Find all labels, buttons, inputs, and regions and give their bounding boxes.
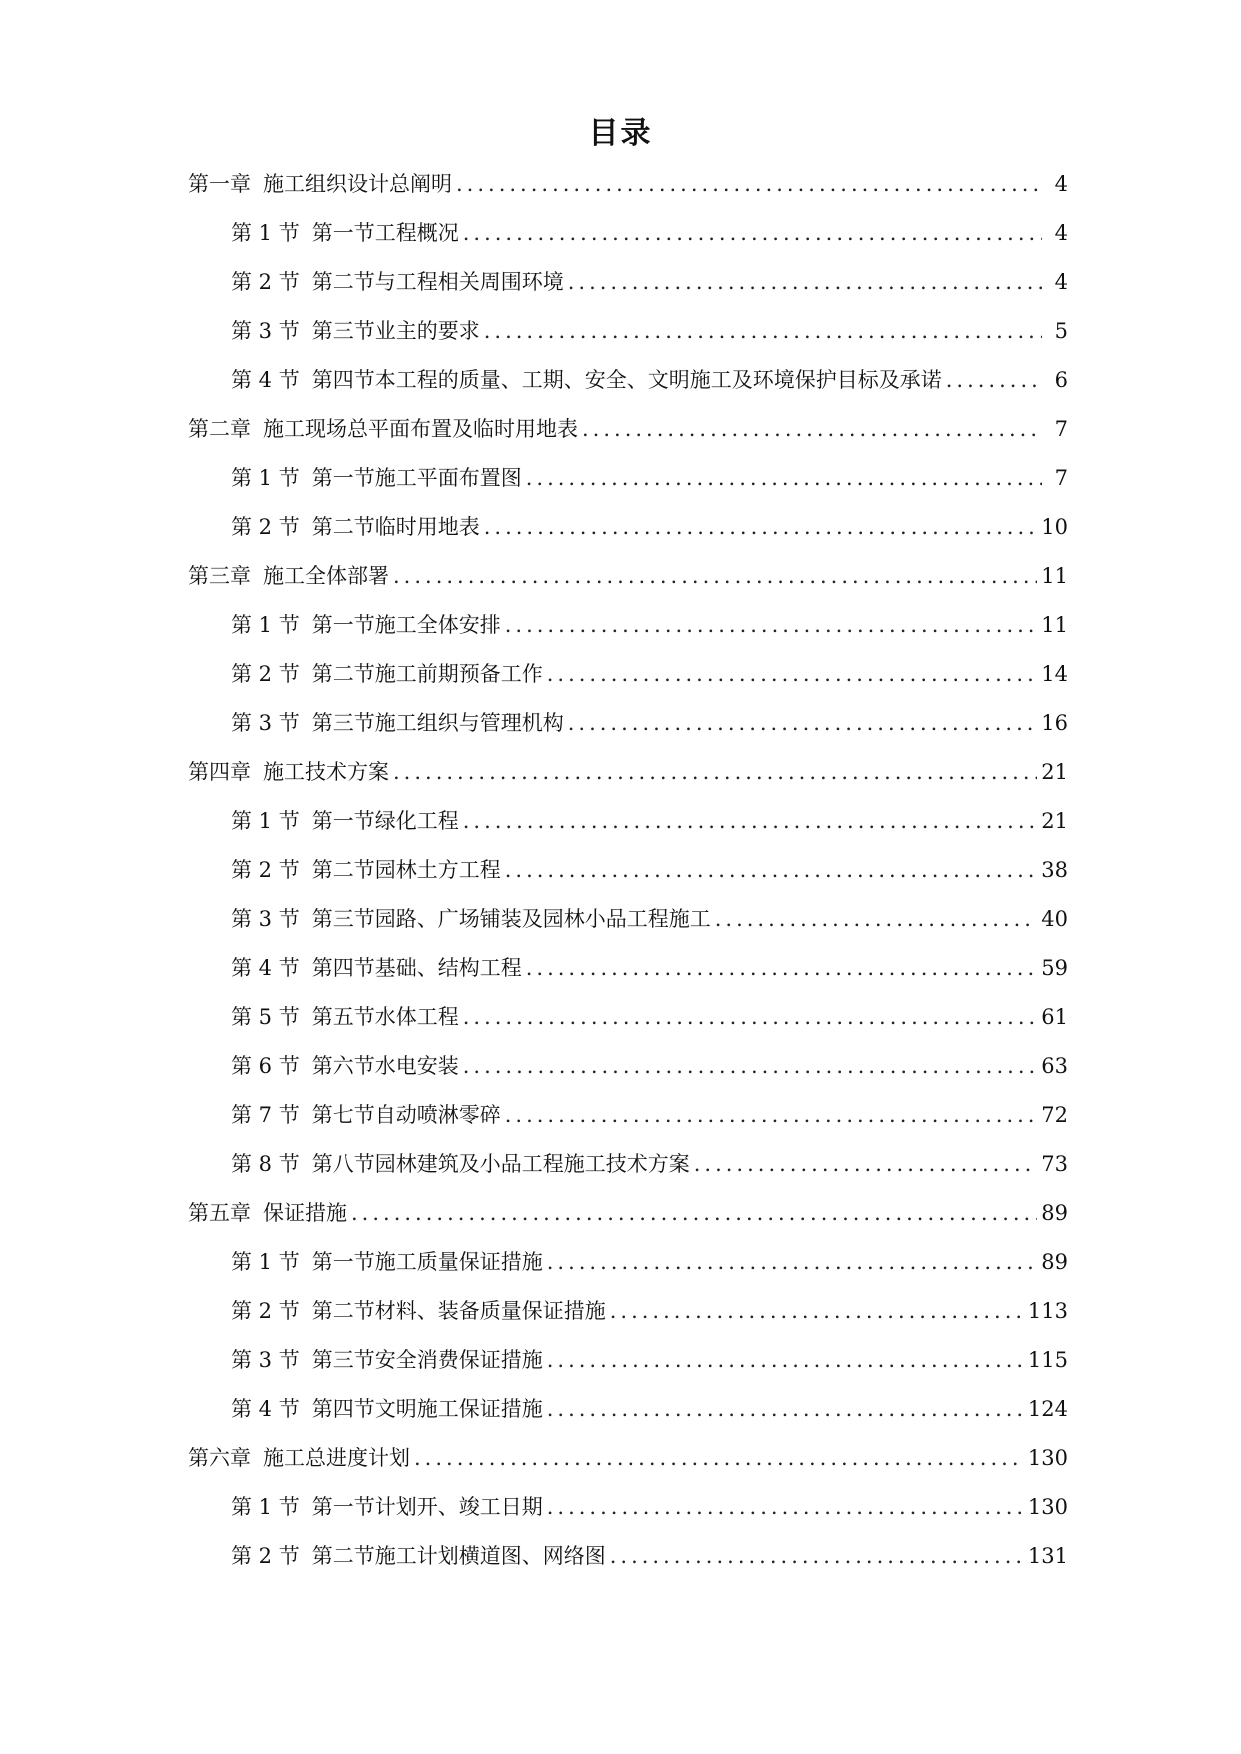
toc-entry-label (231, 503, 480, 552)
toc-page-number: 59 (1041, 956, 1068, 980)
toc-dot-leader (715, 895, 1038, 944)
toc-chapter-entry[interactable] (188, 1434, 1068, 1483)
toc-entry-number: 第 1 节 (231, 809, 300, 833)
toc-entry-title: 第二节施工计划横道图、网络图 (311, 1544, 606, 1568)
toc-entry-number: 第 4 节 (231, 956, 300, 980)
toc-section-entry[interactable] (188, 1140, 1068, 1189)
toc-page-number: 7 (1054, 466, 1068, 490)
toc-entry-number: 第 2 节 (231, 1544, 300, 1568)
toc-dot-leader (526, 454, 1042, 503)
toc-entry-title: 第二节与工程相关周围环境 (311, 270, 564, 294)
toc-dot-leader (414, 1434, 1024, 1483)
toc-entry-label (231, 209, 459, 258)
toc-entry-number: 第四章 (188, 760, 251, 784)
toc-dot-leader (547, 650, 1038, 699)
toc-page-number: 38 (1041, 858, 1068, 882)
toc-entry-title: 第一节施工全体安排 (311, 613, 501, 637)
toc-dot-leader (547, 1483, 1024, 1532)
toc-entry-title: 施工现场总平面布置及临时用地表 (263, 417, 578, 441)
toc-dot-leader (351, 1189, 1037, 1238)
toc-dot-leader (393, 748, 1037, 797)
toc-entry-label (188, 552, 389, 601)
toc-dot-leader (946, 356, 1042, 405)
toc-entry-number: 第 1 节 (231, 613, 300, 637)
toc-entry-title: 第八节园林建筑及小品工程施工技术方案 (311, 1152, 690, 1176)
toc-page-number: 130 (1027, 1446, 1068, 1470)
toc-section-entry[interactable] (188, 307, 1068, 356)
toc-entry-label (231, 356, 942, 405)
toc-section-entry[interactable] (188, 797, 1068, 846)
page-title: 目录 (588, 116, 653, 151)
toc-page-number: 63 (1041, 1054, 1068, 1078)
toc-entry-title: 第三节业主的要求 (311, 319, 480, 343)
toc-entry-title: 第三节园路、广场铺装及园林小品工程施工 (311, 907, 711, 931)
toc-entry-number: 第 2 节 (231, 858, 300, 882)
toc-dot-leader (582, 405, 1042, 454)
toc-entry-label (188, 748, 389, 797)
toc-entry-label (231, 1091, 501, 1140)
toc-entry-number: 第 8 节 (231, 1152, 300, 1176)
toc-entry-title: 第二节园林土方工程 (311, 858, 501, 882)
toc-entry-title: 第二节施工前期预备工作 (311, 662, 543, 686)
toc-entry-label (231, 699, 564, 748)
toc-page-number: 6 (1054, 368, 1068, 392)
toc-page-number: 130 (1027, 1495, 1068, 1519)
toc-entry-title: 第六节水电安装 (311, 1054, 459, 1078)
toc-entry-number: 第 4 节 (231, 368, 300, 392)
toc-entry-number: 第五章 (188, 1201, 251, 1225)
toc-entry-label (231, 1042, 459, 1091)
toc-entry-title: 施工技术方案 (263, 760, 389, 784)
toc-section-entry[interactable] (188, 454, 1068, 503)
toc-page-number: 131 (1027, 1544, 1068, 1568)
toc-entry-title: 保证措施 (263, 1201, 347, 1225)
toc-page-number: 89 (1041, 1250, 1068, 1274)
toc-entry-number: 第 7 节 (231, 1103, 300, 1127)
toc-entry-label (231, 258, 564, 307)
toc-entry-number: 第 1 节 (231, 221, 300, 245)
toc-dot-leader (484, 307, 1042, 356)
toc-entry-label (188, 405, 578, 454)
toc-entry-number: 第 4 节 (231, 1397, 300, 1421)
toc-page-number: 73 (1041, 1152, 1068, 1176)
toc-dot-leader (547, 1336, 1024, 1385)
toc-section-entry[interactable] (188, 846, 1068, 895)
toc-section-entry[interactable] (188, 1385, 1068, 1434)
toc-chapter-entry[interactable] (188, 1189, 1068, 1238)
toc-entry-title: 第四节本工程的质量、工期、安全、文明施工及环境保护目标及承诺 (311, 368, 942, 392)
toc-entry-number: 第二章 (188, 417, 251, 441)
toc-page-number: 115 (1027, 1348, 1068, 1372)
toc-entry-number: 第一章 (188, 172, 251, 196)
toc-entry-label (231, 846, 501, 895)
toc-section-entry[interactable] (188, 1532, 1068, 1581)
table-of-contents (188, 160, 1068, 1581)
toc-section-entry[interactable] (188, 650, 1068, 699)
toc-entry-title: 第一节计划开、竣工日期 (311, 1495, 543, 1519)
toc-entry-label (231, 1385, 543, 1434)
toc-entry-number: 第 2 节 (231, 1299, 300, 1323)
toc-dot-leader (505, 601, 1038, 650)
toc-entry-label (231, 1140, 690, 1189)
toc-entry-number: 第六章 (188, 1446, 251, 1470)
toc-entry-label (231, 1336, 543, 1385)
toc-page-number: 72 (1041, 1103, 1068, 1127)
toc-page-number: 7 (1054, 417, 1068, 441)
toc-section-entry[interactable] (188, 209, 1068, 258)
toc-dot-leader (547, 1385, 1024, 1434)
toc-page-number: 4 (1054, 270, 1068, 294)
toc-entry-label (231, 1238, 543, 1287)
toc-page-number: 11 (1041, 564, 1068, 588)
toc-page-number: 113 (1027, 1299, 1068, 1323)
toc-dot-leader (568, 258, 1042, 307)
toc-chapter-entry[interactable] (188, 552, 1068, 601)
toc-dot-leader (610, 1287, 1024, 1336)
toc-entry-label (231, 944, 522, 993)
toc-entry-title: 第四节文明施工保证措施 (311, 1397, 543, 1421)
toc-section-entry[interactable] (188, 1483, 1068, 1532)
toc-entry-label (188, 1189, 347, 1238)
toc-entry-title: 第二节材料、装备质量保证措施 (311, 1299, 606, 1323)
toc-section-entry[interactable] (188, 1091, 1068, 1140)
toc-section-entry[interactable] (188, 356, 1068, 405)
toc-section-entry[interactable] (188, 601, 1068, 650)
toc-entry-number: 第 1 节 (231, 1250, 300, 1274)
toc-page-number: 21 (1041, 760, 1068, 784)
toc-section-entry[interactable] (188, 895, 1068, 944)
toc-entry-title: 施工总进度计划 (263, 1446, 410, 1470)
toc-section-entry[interactable] (188, 258, 1068, 307)
toc-entry-title: 第七节自动喷淋零碎 (311, 1103, 501, 1127)
toc-entry-label (231, 1532, 606, 1581)
toc-section-entry[interactable] (188, 1238, 1068, 1287)
toc-entry-label (188, 1434, 410, 1483)
toc-entry-number: 第 2 节 (231, 270, 300, 294)
toc-dot-leader (463, 1042, 1038, 1091)
toc-entry-title: 第四节基础、结构工程 (311, 956, 522, 980)
toc-section-entry[interactable] (188, 1287, 1068, 1336)
toc-dot-leader (505, 1091, 1038, 1140)
toc-chapter-entry[interactable] (188, 748, 1068, 797)
toc-entry-title: 第一节施工平面布置图 (311, 466, 522, 490)
toc-page-number: 21 (1041, 809, 1068, 833)
toc-entry-number: 第 5 节 (231, 1005, 300, 1029)
toc-entry-number: 第 2 节 (231, 515, 300, 539)
toc-dot-leader (393, 552, 1037, 601)
toc-entry-label (231, 993, 459, 1042)
toc-dot-leader (463, 993, 1038, 1042)
toc-entry-number: 第 1 节 (231, 1495, 300, 1519)
toc-section-entry[interactable] (188, 503, 1068, 552)
toc-entry-label (231, 601, 501, 650)
toc-entry-title: 第五节水体工程 (311, 1005, 459, 1029)
toc-entry-title: 施工组织设计总阐明 (263, 172, 452, 196)
toc-entry-title: 第三节安全消费保证措施 (311, 1348, 543, 1372)
toc-page-number: 4 (1054, 172, 1068, 196)
toc-chapter-entry[interactable] (188, 405, 1068, 454)
toc-dot-leader (463, 797, 1038, 846)
toc-entry-number: 第三章 (188, 564, 251, 588)
toc-dot-leader (463, 209, 1042, 258)
toc-section-entry[interactable] (188, 1336, 1068, 1385)
toc-page-number: 14 (1041, 662, 1068, 686)
toc-entry-number: 第 6 节 (231, 1054, 300, 1078)
toc-dot-leader (484, 503, 1038, 552)
toc-section-entry[interactable] (188, 1042, 1068, 1091)
toc-entry-title: 施工全体部署 (263, 564, 389, 588)
toc-dot-leader (610, 1532, 1024, 1581)
toc-entry-label (231, 454, 522, 503)
toc-page-number: 16 (1041, 711, 1068, 735)
toc-entry-title: 第一节工程概况 (311, 221, 459, 245)
toc-dot-leader (505, 846, 1038, 895)
toc-page-number: 61 (1041, 1005, 1068, 1029)
toc-chapter-entry[interactable] (188, 160, 1068, 209)
toc-page-number: 40 (1041, 907, 1068, 931)
toc-entry-number: 第 3 节 (231, 711, 300, 735)
toc-dot-leader (526, 944, 1038, 993)
toc-entry-label (188, 160, 452, 209)
toc-entry-label (231, 797, 459, 846)
toc-dot-leader (456, 160, 1042, 209)
toc-entry-number: 第 2 节 (231, 662, 300, 686)
toc-entry-number: 第 3 节 (231, 907, 300, 931)
toc-entry-title: 第一节绿化工程 (311, 809, 459, 833)
toc-section-entry[interactable] (188, 993, 1068, 1042)
toc-entry-number: 第 1 节 (231, 466, 300, 490)
toc-page-number: 5 (1054, 319, 1068, 343)
toc-page-number: 10 (1041, 515, 1068, 539)
toc-entry-title: 第二节临时用地表 (311, 515, 480, 539)
toc-entry-title: 第一节施工质量保证措施 (311, 1250, 543, 1274)
toc-section-entry[interactable] (188, 944, 1068, 993)
toc-entry-label (231, 1287, 606, 1336)
toc-dot-leader (694, 1140, 1038, 1189)
toc-page-number: 124 (1027, 1397, 1068, 1421)
toc-page-number: 4 (1054, 221, 1068, 245)
toc-dot-leader (568, 699, 1038, 748)
toc-page-number: 11 (1041, 613, 1068, 637)
toc-entry-label (231, 895, 711, 944)
toc-entry-label (231, 1483, 543, 1532)
toc-entry-title: 第三节施工组织与管理机构 (311, 711, 564, 735)
toc-entry-label (231, 650, 543, 699)
toc-page-number: 89 (1041, 1201, 1068, 1225)
toc-section-entry[interactable] (188, 699, 1068, 748)
toc-entry-label (231, 307, 480, 356)
toc-dot-leader (547, 1238, 1038, 1287)
toc-entry-number: 第 3 节 (231, 319, 300, 343)
toc-entry-number: 第 3 节 (231, 1348, 300, 1372)
